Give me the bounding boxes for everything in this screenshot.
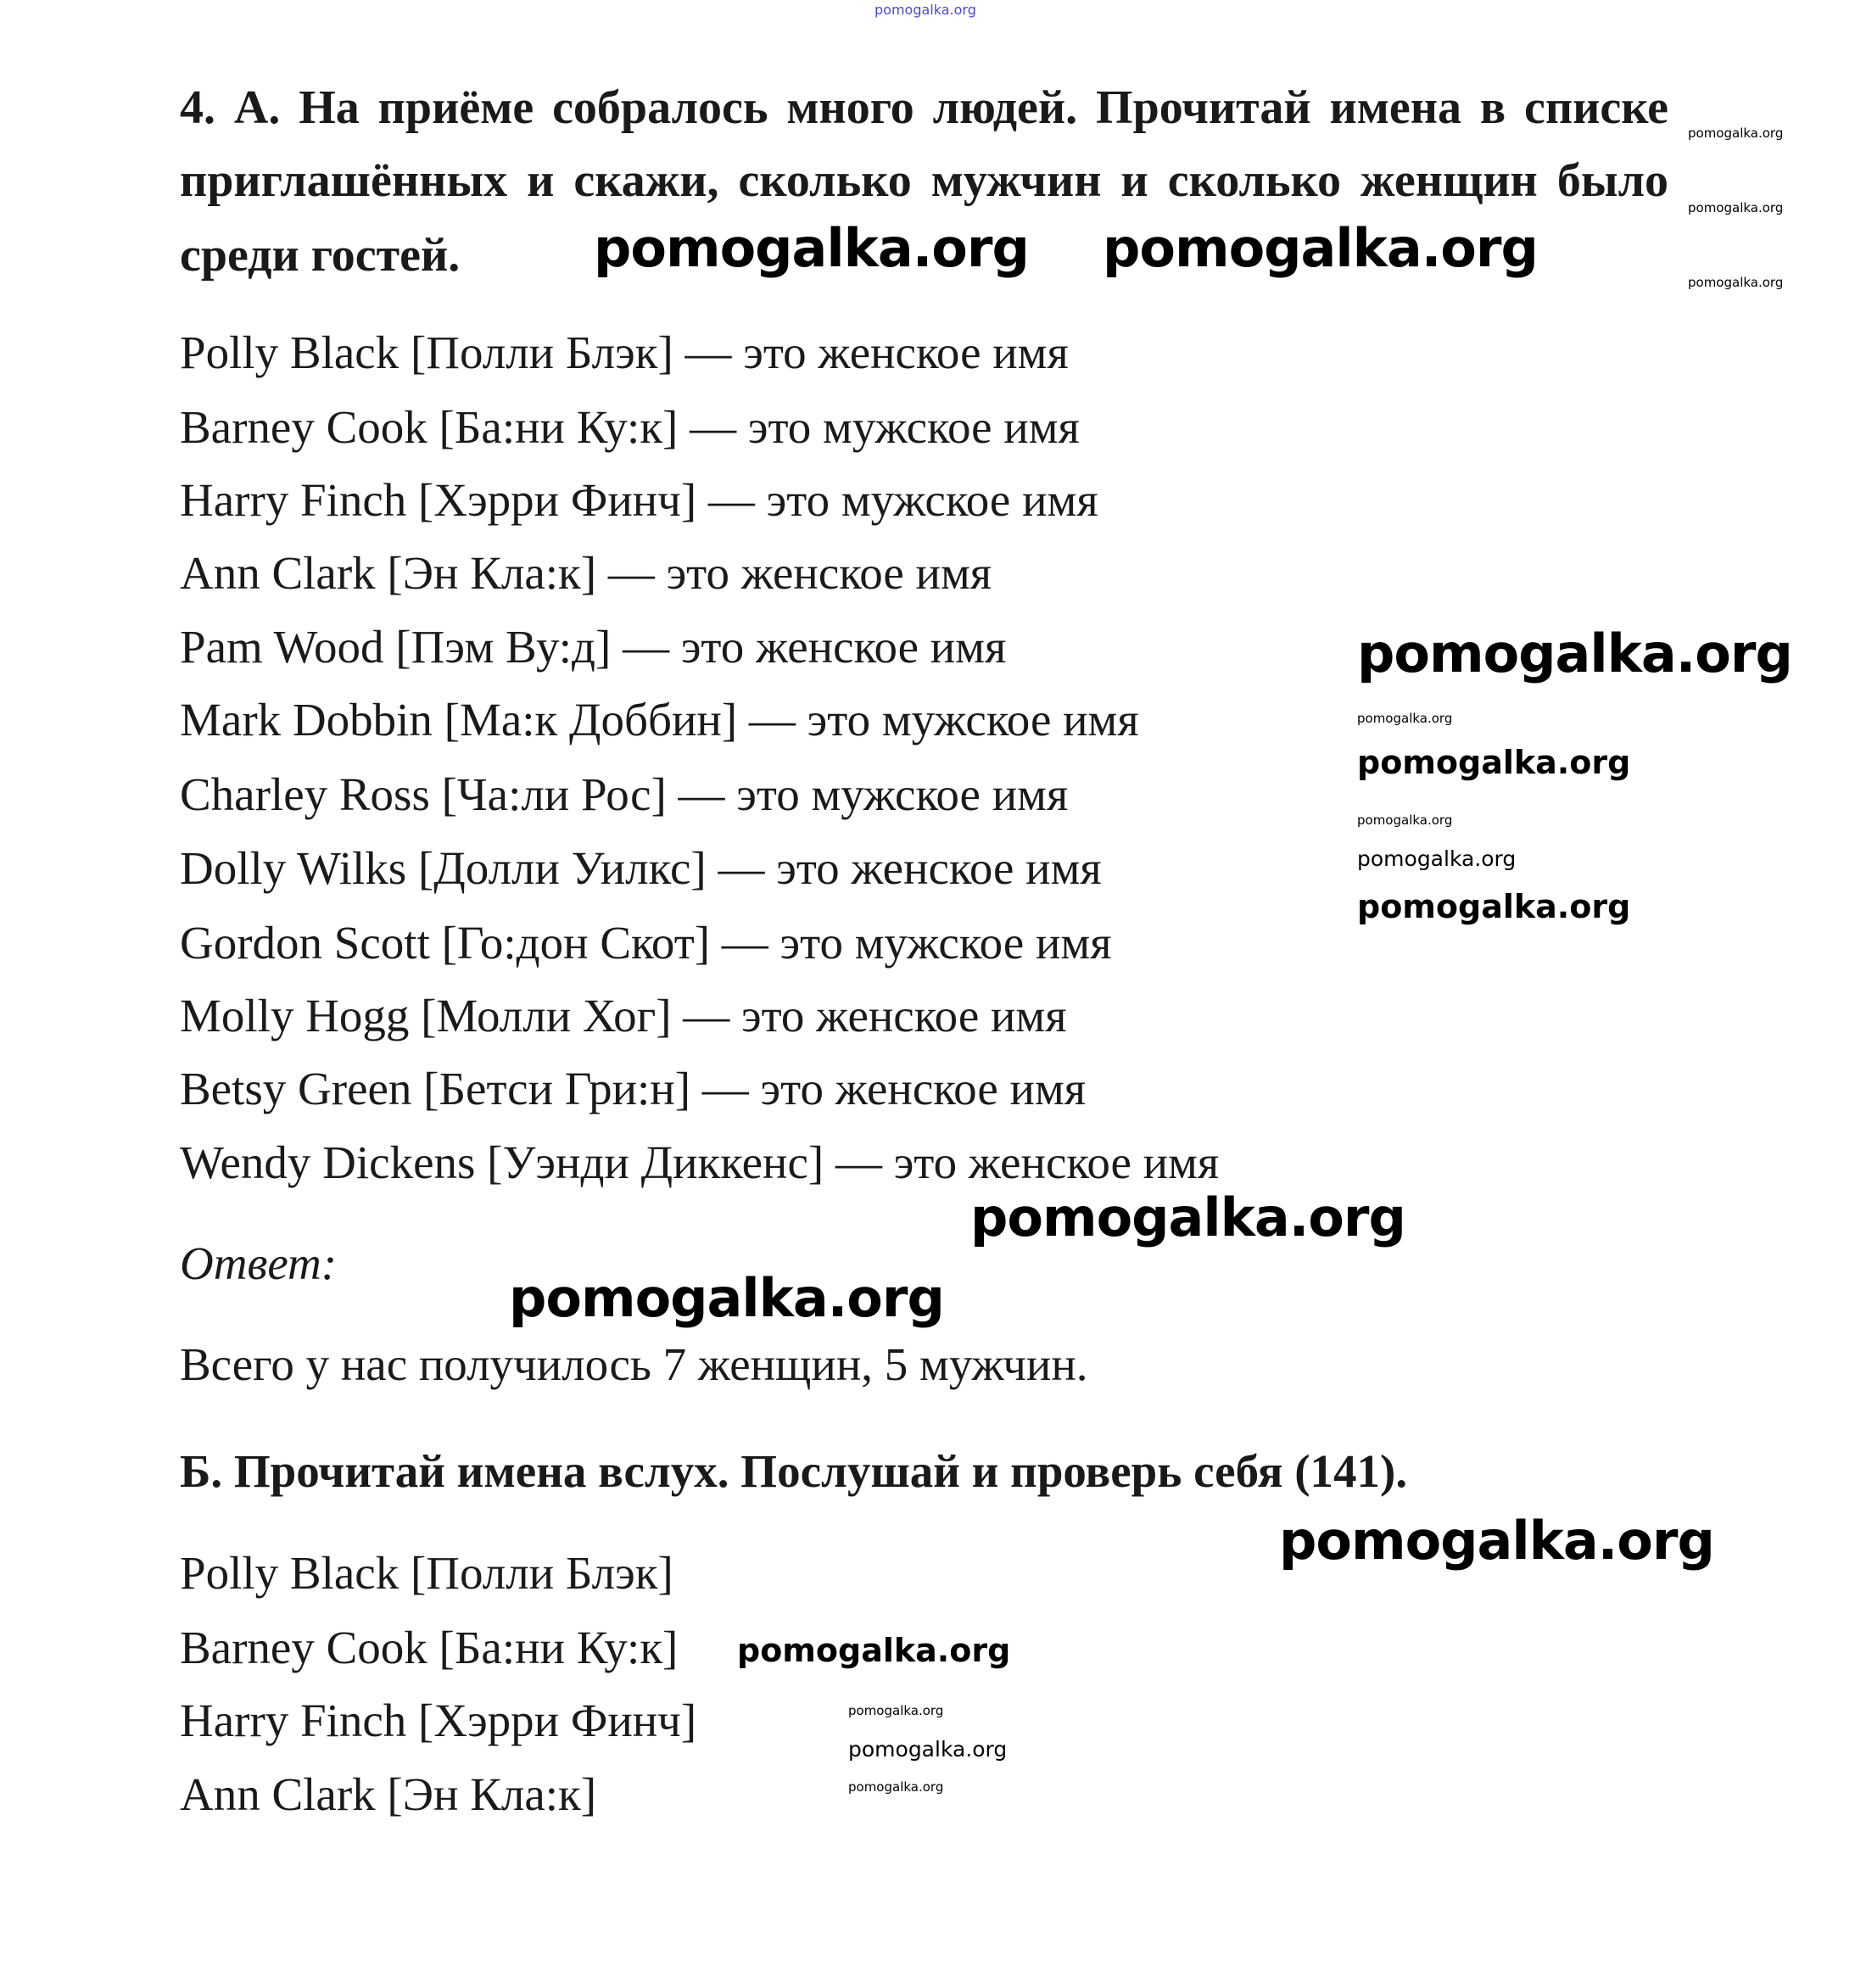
watermark: pomogalka.org [848,1703,944,1718]
watermark: pomogalka.org [1357,623,1792,684]
answer-text: Всего у нас получилось 7 женщин, 5 мужчин. [180,1338,1088,1390]
name-line: Barney Cook [Ба:ни Ку:к] [180,1622,679,1673]
name-line: Harry Finch [Хэрри Финч] [180,1695,697,1746]
watermark: pomogalka.org [509,1267,944,1329]
name-line: Betsy Green [Бетси Гри:н] — это женское имя [180,1063,1087,1114]
watermark: pomogalka.org [848,1737,1008,1762]
name-line: Barney Cook [Ба:ни Ку:к] — это мужское имя [180,401,1080,453]
answer-label: Ответ: [180,1237,338,1289]
watermark: pomogalka.org [848,1779,944,1795]
task-a-heading-line-3: среди гостей. [180,229,461,282]
watermark: pomogalka.org [1688,200,1784,215]
name-line: Pam Wood [Пэм Ву:д] — это женское имя [180,621,1007,673]
name-line: Wendy Dickens [Уэнди Диккенс] — это женское имя [180,1136,1220,1188]
name-line: Polly Black [Полли Блэк] [180,1547,673,1599]
name-line: Mark Dobbin [Ма:к Доббин] — это мужское имя [180,694,1139,746]
task-a-heading-line-1: 4. А. На приёме собралось много людей. Прочитай имена в списке [180,81,1668,134]
watermark: pomogalka.org [594,217,1029,279]
watermark: pomogalka.org [1357,888,1631,925]
watermark: pomogalka.org [874,2,976,18]
task-a-heading-line-2: приглашённых и скажи, сколько мужчин и сколько женщин было [180,154,1668,207]
name-line: Molly Hogg [Молли Хог] — это женское имя [180,990,1067,1041]
watermark: pomogalka.org [1357,813,1453,828]
task-b-heading: Б. Прочитай имена вслух. Послушай и проверь себя (141). [180,1445,1408,1497]
name-line: Polly Black [Полли Блэк] — это женское имя [180,327,1069,378]
name-line: Dolly Wilks [Долли Уилкс] — это женское имя [180,842,1102,894]
watermark: pomogalka.org [1357,711,1453,726]
watermark: pomogalka.org [1688,275,1784,290]
name-line: Ann Clark [Эн Кла:к] — это женское имя [180,547,992,599]
watermark: pomogalka.org [1103,217,1538,279]
name-line: Gordon Scott [Го:дон Скот] — это мужское имя [180,917,1112,969]
watermark: pomogalka.org [1357,846,1517,871]
watermark: pomogalka.org [737,1632,1011,1669]
name-line: Charley Ross [Ча:ли Рос] — это мужское имя [180,768,1069,820]
watermark: pomogalka.org [1688,126,1784,141]
watermark: pomogalka.org [1357,744,1631,781]
watermark: pomogalka.org [970,1187,1405,1248]
watermark: pomogalka.org [1279,1510,1714,1572]
name-line: Harry Finch [Хэрри Финч] — это мужское имя [180,474,1098,526]
name-line: Ann Clark [Эн Кла:к] [180,1768,597,1820]
